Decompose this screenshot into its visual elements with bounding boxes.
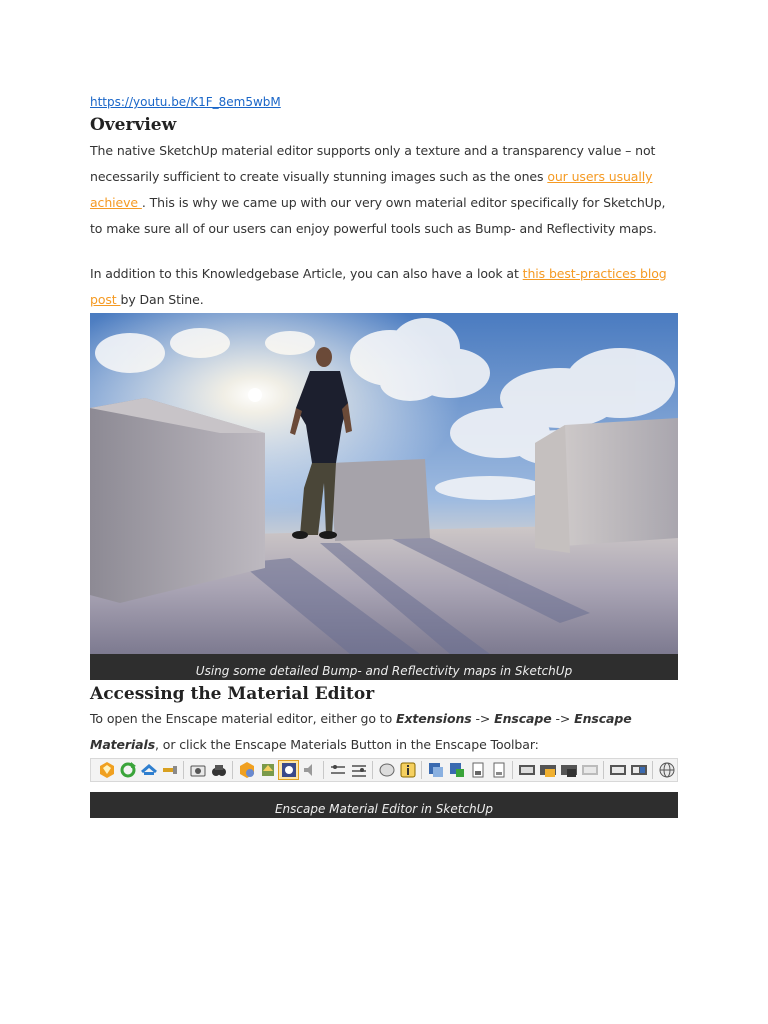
overview-p2-text-a: In addition to this Knowledgebase Article, you can also have a look at <box>90 266 523 281</box>
sync-views-icon[interactable] <box>139 761 158 779</box>
save-video-icon[interactable] <box>580 761 599 779</box>
overview-p1-text-a: The native SketchUp material editor supports only a texture and a transparency value – not necessarily sufficient to create visually stunning images such as the ones <box>90 143 656 184</box>
toolbar-separator <box>232 761 233 779</box>
toolbar-separator <box>372 761 373 779</box>
toolbar-separator <box>603 761 604 779</box>
arrow-1: -> <box>471 711 495 726</box>
toolbar-caption: Enscape Material Editor in SketchUp <box>90 792 678 818</box>
web-icon[interactable] <box>657 761 676 779</box>
upload-icon[interactable] <box>258 761 277 779</box>
materials-icon[interactable] <box>279 761 298 779</box>
info-icon[interactable] <box>398 761 417 779</box>
batch-render-icon[interactable] <box>426 761 445 779</box>
toolbar-separator <box>421 761 422 779</box>
views-icon[interactable] <box>328 761 347 779</box>
right-block-side <box>535 425 570 553</box>
overview-paragraph-2 <box>90 261 678 313</box>
users-achieve-link[interactable]: our users usually achieve <box>90 169 653 210</box>
load-path-icon[interactable] <box>538 761 557 779</box>
settings-icon[interactable] <box>237 761 256 779</box>
exe-icon[interactable] <box>629 761 648 779</box>
article <box>90 92 678 818</box>
menu-enscape-materials: Enscape Materials <box>90 711 632 752</box>
enscape-toolbar <box>90 758 678 782</box>
toolbar-separator <box>183 761 184 779</box>
access-text-a: To open the Enscape material editor, either go to <box>90 711 396 726</box>
render-image <box>90 313 678 654</box>
overview-p2-text-b: by Dan Stine. <box>120 292 204 307</box>
overview-heading: Overview <box>90 115 177 135</box>
key-icon[interactable] <box>160 761 179 779</box>
access-heading: Accessing the Material Editor <box>90 684 375 704</box>
video-editor-icon[interactable] <box>517 761 536 779</box>
start-enscape-icon[interactable] <box>97 761 116 779</box>
toolbar-separator <box>512 761 513 779</box>
panorama-icon[interactable] <box>468 761 487 779</box>
binoculars-icon[interactable] <box>209 761 228 779</box>
toolbar-separator <box>323 761 324 779</box>
toolbar-separator <box>652 761 653 779</box>
best-practices-blog-link[interactable]: this best-practices blog post <box>90 266 667 307</box>
sun <box>248 388 262 402</box>
overview-p1-text-b: . This is why we came up with our very own material editor specifically for SketchUp, to make sure all of our users can enjoy powerful tools such as Bump- and Reflectivity maps. <box>90 195 666 236</box>
center-block <box>330 459 430 541</box>
webstandalone-icon[interactable] <box>608 761 627 779</box>
refresh-icon[interactable] <box>118 761 137 779</box>
sound-icon[interactable] <box>300 761 319 779</box>
menu-enscape: Enscape <box>494 711 552 726</box>
video-link[interactable]: https://youtu.be/K1F_8em5wbM <box>90 95 281 109</box>
save-path-icon[interactable] <box>559 761 578 779</box>
export-icon[interactable] <box>489 761 508 779</box>
screenshot-icon[interactable] <box>188 761 207 779</box>
render-icon[interactable] <box>447 761 466 779</box>
feedback-icon[interactable] <box>377 761 396 779</box>
image-caption: Using some detailed Bump- and Reflectivity maps in SketchUp <box>90 654 678 680</box>
access-text-b: , or click the Enscape Materials Button in the Enscape Toolbar: <box>155 737 539 752</box>
access-paragraph <box>90 706 678 758</box>
overview-paragraph-1 <box>90 138 678 242</box>
menu-extensions: Extensions <box>396 711 472 726</box>
sun-icon[interactable] <box>349 761 368 779</box>
arrow-2: -> <box>551 711 575 726</box>
